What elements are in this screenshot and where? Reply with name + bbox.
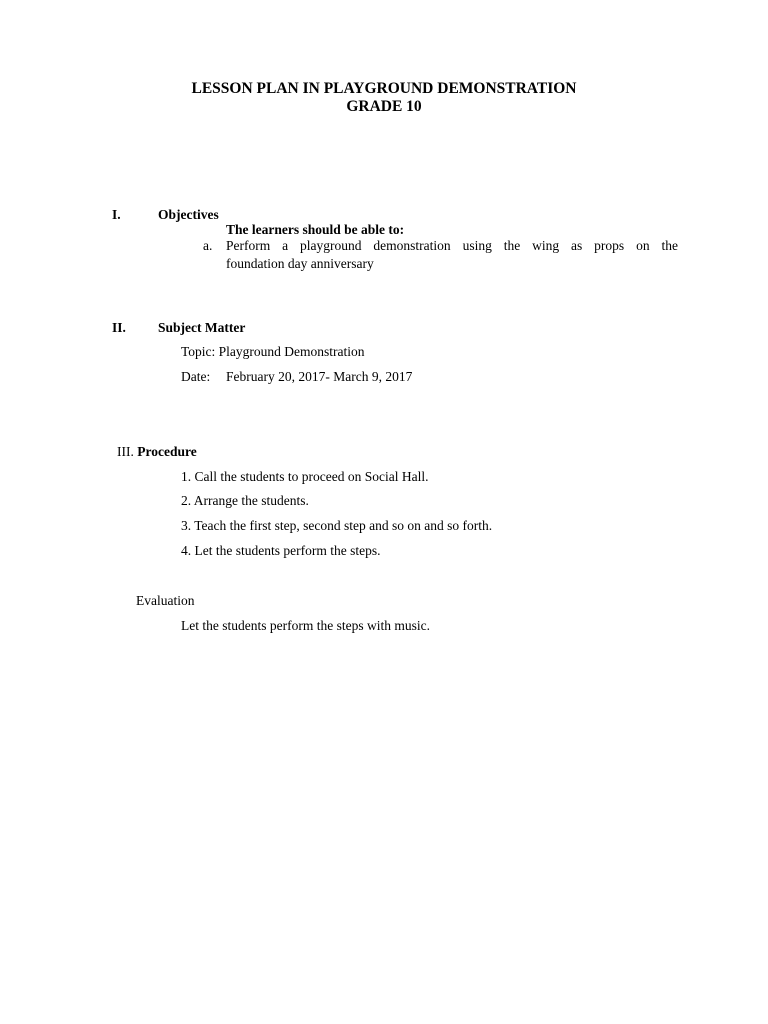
- section-heading-procedure: Procedure: [137, 444, 197, 459]
- objective-item-text-line1: Perform a playground demonstration using the wing as props on the: [226, 238, 678, 253]
- evaluation-text: Let the students perform the steps with music.: [181, 618, 430, 633]
- objectives-intro: The learners should be able to:: [226, 222, 405, 237]
- section-heading-subject-matter: Subject Matter: [158, 320, 246, 335]
- procedure-step: 3. Teach the first step, second step and so on and so forth.: [181, 518, 493, 533]
- section-procedure-line: [117, 444, 197, 460]
- section-numeral-procedure: III.: [117, 444, 134, 459]
- procedure-step: 1. Call the students to proceed on Social Hall.: [181, 469, 429, 484]
- objective-item-marker: a.: [203, 238, 213, 253]
- subject-date-label: Date:: [181, 369, 211, 384]
- subject-date-value: February 20, 2017- March 9, 2017: [226, 369, 413, 384]
- document-title: LESSON PLAN IN PLAYGROUND DEMONSTRATION: [191, 80, 577, 97]
- section-heading-objectives: Objectives: [158, 207, 219, 222]
- objective-item-text-line2: foundation day anniversary: [226, 256, 374, 271]
- section-numeral-objectives: I.: [112, 207, 121, 222]
- subject-topic: Topic: Playground Demonstration: [181, 344, 365, 359]
- section-heading-evaluation: Evaluation: [136, 593, 195, 608]
- procedure-step: 4. Let the students perform the steps.: [181, 543, 381, 558]
- section-numeral-subject-matter: II.: [112, 320, 126, 335]
- document-subtitle-grade: GRADE 10: [346, 98, 422, 115]
- procedure-step: 2. Arrange the students.: [181, 493, 309, 508]
